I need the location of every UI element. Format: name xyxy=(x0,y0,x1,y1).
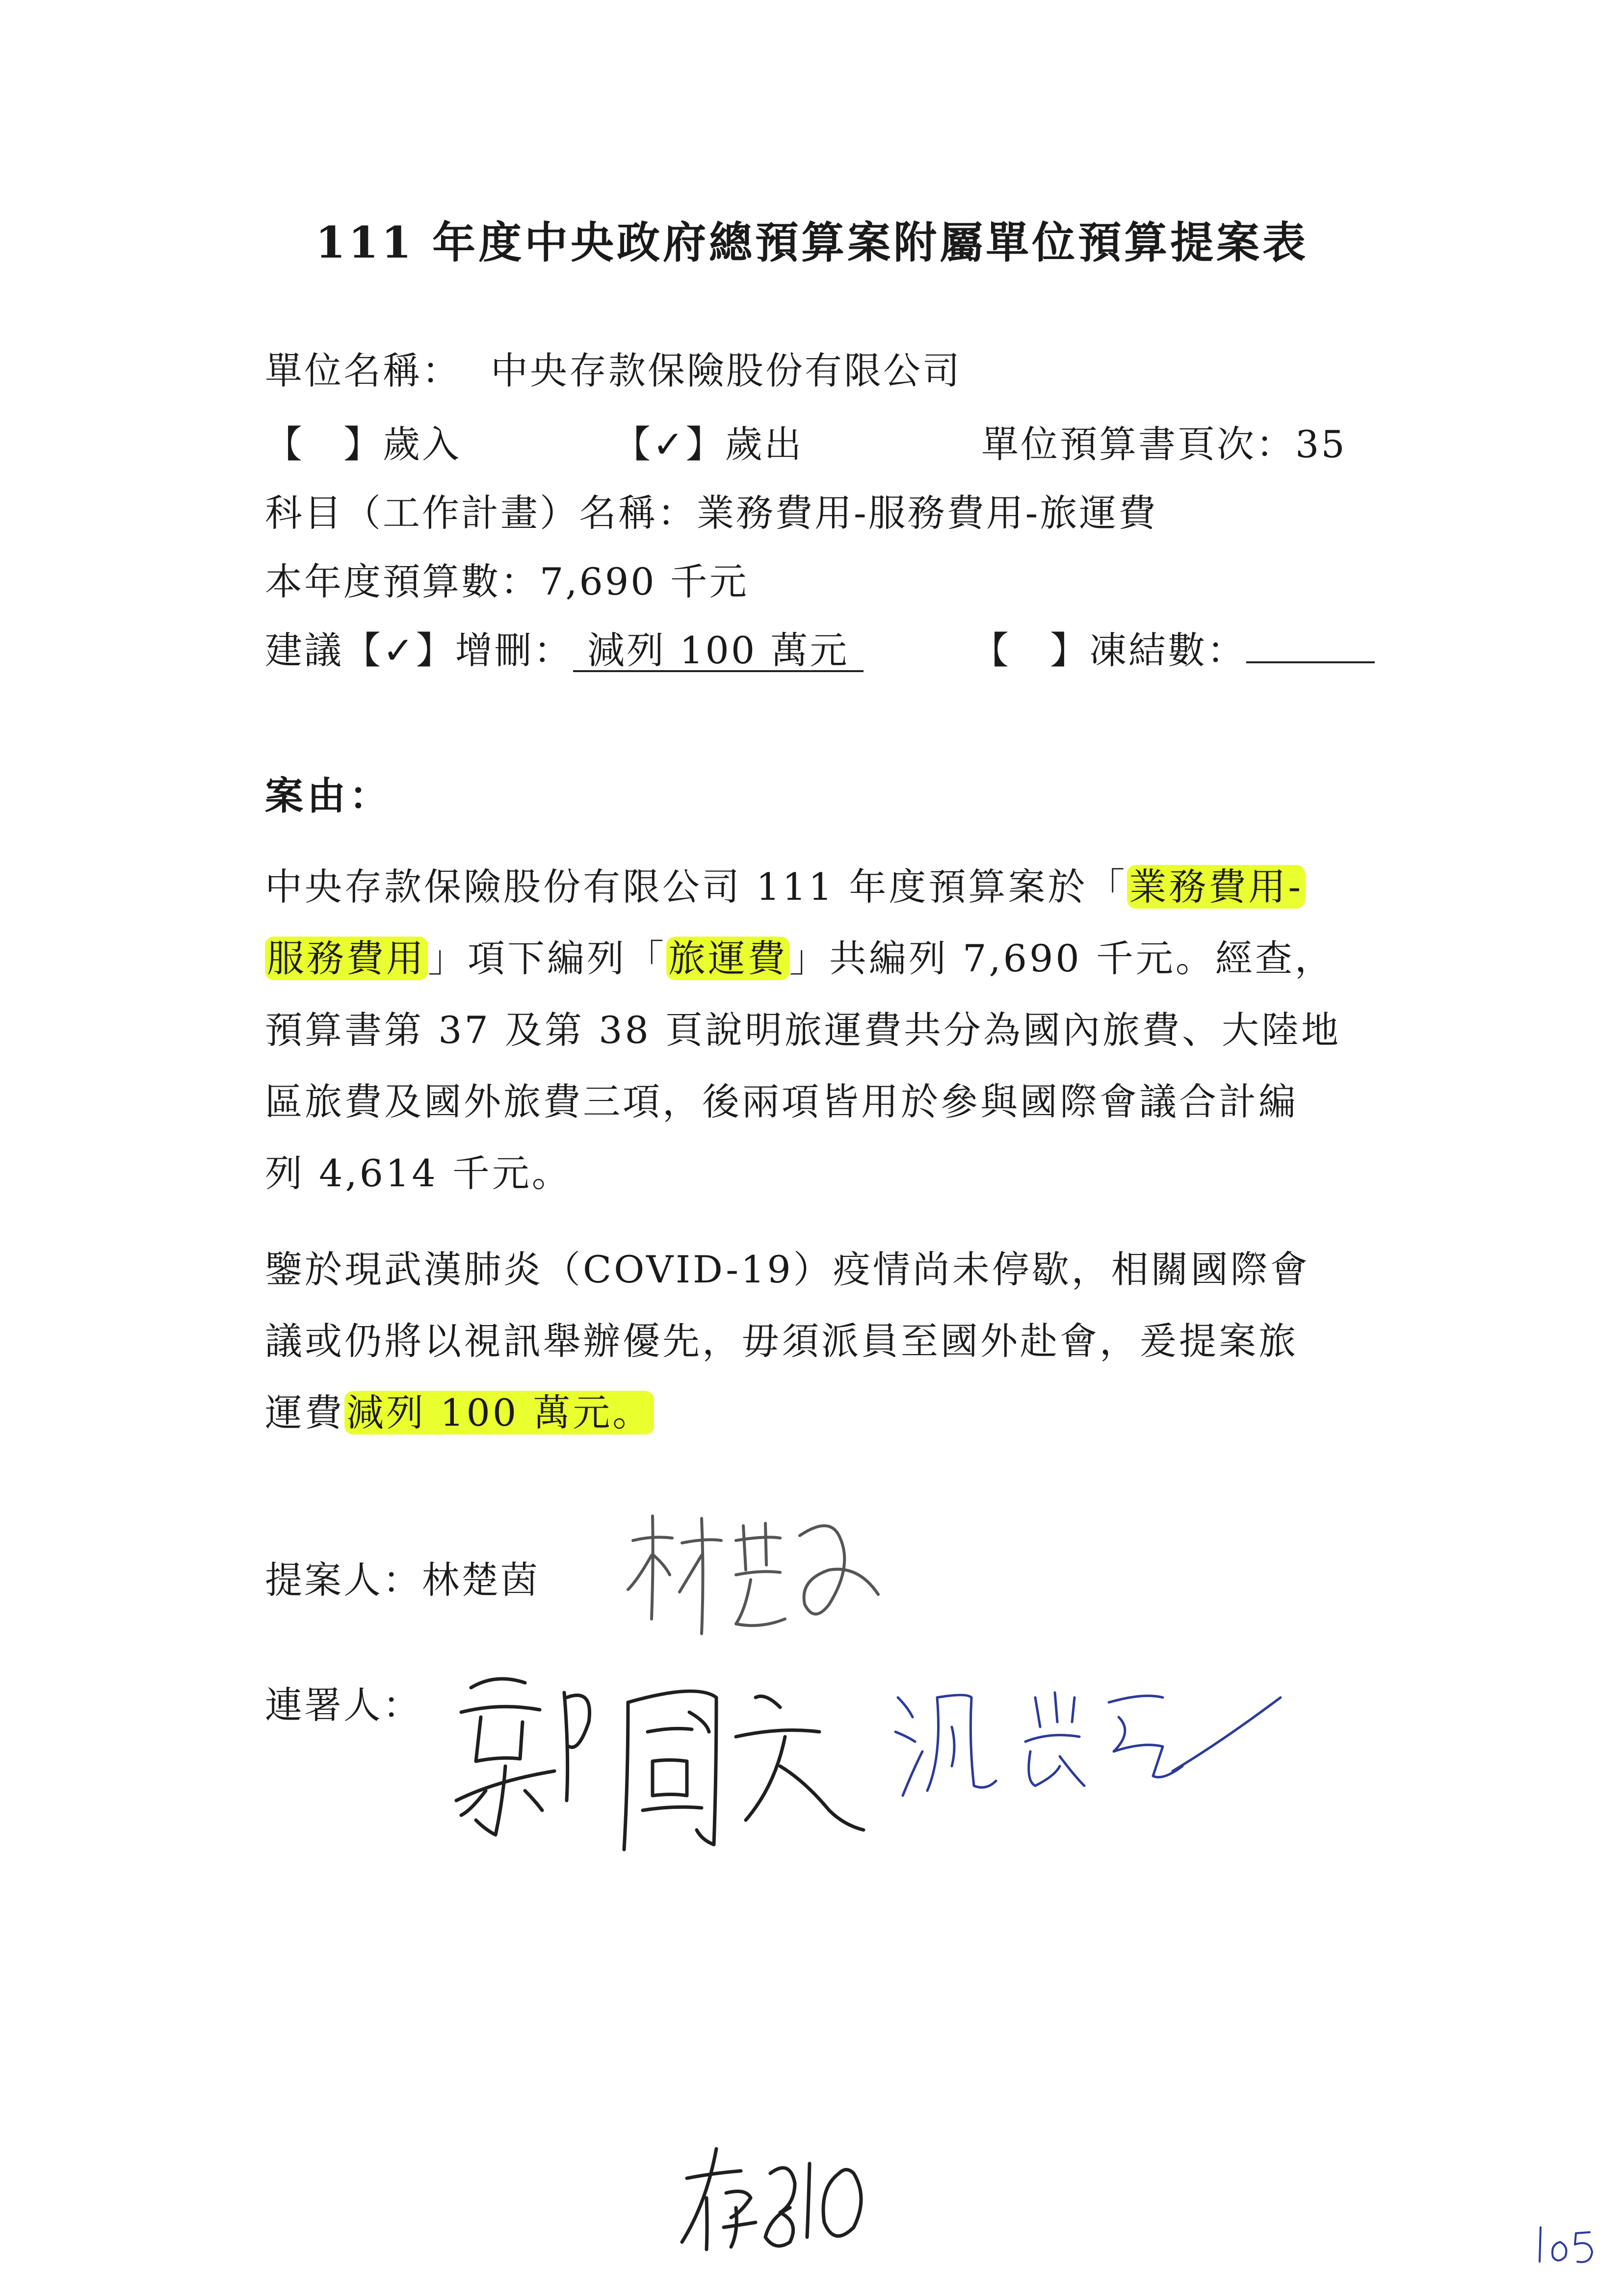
handwritten-note xyxy=(677,2144,883,2257)
reason-heading: 案由： xyxy=(265,774,392,818)
budget-type-row xyxy=(265,415,461,468)
freeze-label: 凍結數： xyxy=(1089,628,1246,672)
budget-value: 7,690 千元 xyxy=(540,560,749,603)
highlight-mark: 服務費用 xyxy=(265,937,428,980)
para1-text: 」共編列 7,690 千元。經查， xyxy=(789,937,1335,980)
para1-line-4: 區旅費及國外旅費三項，後兩項皆用於參與國際會議合計編 xyxy=(265,1080,1298,1123)
cosigner-signature-1 xyxy=(442,1653,873,1859)
page-number-handwritten xyxy=(1531,2218,1604,2271)
para2-line-2: 議或仍將以視訊舉辦優先，毋須派員至國外赴會，爰提案旅 xyxy=(265,1319,1298,1363)
budget-label: 本年度預算數： xyxy=(265,560,540,603)
expense-group xyxy=(613,415,804,468)
para2-text: 運費 xyxy=(265,1391,344,1435)
page-ref-label: 單位預算書頁次： xyxy=(981,422,1295,466)
page-ref-group xyxy=(981,415,1347,468)
para1-line-3: 預算書第 37 及第 38 頁說明旅運費共分為國內旅費、大陸地 xyxy=(265,1008,1341,1052)
item-label: 科目（工作計畫）名稱： xyxy=(265,491,697,535)
income-checkbox: 【 】 xyxy=(265,422,383,466)
para1-text: 」項下編列「 xyxy=(428,937,666,980)
unit-name: 中央存款保險股份有限公司 xyxy=(491,349,962,392)
proposer-name: 林楚茵 xyxy=(422,1558,540,1602)
reason-paragraph-2 xyxy=(265,1234,1408,1449)
proposer-row xyxy=(265,1550,540,1604)
expense-label: 歲出 xyxy=(725,422,804,466)
reason-paragraph-1 xyxy=(265,851,1408,1209)
para1-text: 中央存款保險股份有限公司 111 年度預算案於「 xyxy=(265,865,1127,909)
unit-row xyxy=(265,341,962,394)
proposal-label: 建議 xyxy=(265,628,343,672)
freeze-value xyxy=(1246,661,1375,663)
proposer-signature xyxy=(623,1506,898,1653)
proposal-row xyxy=(265,621,864,674)
proposal-checkbox: 【✓】 xyxy=(343,628,455,672)
freeze-checkbox: 【 】 xyxy=(971,628,1089,672)
highlight-mark: 減列 100 萬元。 xyxy=(344,1391,654,1435)
adjust-label: 增刪： xyxy=(455,628,573,672)
highlight-mark: 業務費用- xyxy=(1127,865,1305,909)
proposer-label: 提案人： xyxy=(265,1558,422,1602)
para1-line-2 xyxy=(265,923,1408,994)
cosigner-signature-2 xyxy=(888,1668,1290,1805)
item-value: 業務費用-服務費用-旅運費 xyxy=(697,491,1158,535)
income-label: 歲入 xyxy=(383,422,461,466)
expense-checkbox: 【✓】 xyxy=(613,422,725,466)
cosigner-label: 連署人： xyxy=(265,1683,422,1727)
page-ref-value: 35 xyxy=(1295,422,1347,466)
para1-line-1 xyxy=(265,851,1408,923)
cosigner-row xyxy=(265,1675,422,1729)
para2-line-3 xyxy=(265,1377,1408,1449)
unit-label: 單位名稱： xyxy=(265,349,461,392)
freeze-group xyxy=(971,621,1375,674)
adjust-value: 減列 100 萬元 xyxy=(573,631,864,672)
para2-line-1: 鑒於現武漢肺炎（COVID-19）疫情尚未停歇，相關國際會 xyxy=(265,1248,1310,1291)
para1-line-5: 列 4,614 千元。 xyxy=(265,1151,572,1195)
page-title: 111 年度中央政府總預算案附屬單位預算提案表 xyxy=(315,217,1309,268)
item-row xyxy=(265,483,1157,537)
highlight-mark: 旅運費 xyxy=(666,937,789,980)
budget-row xyxy=(265,552,749,605)
